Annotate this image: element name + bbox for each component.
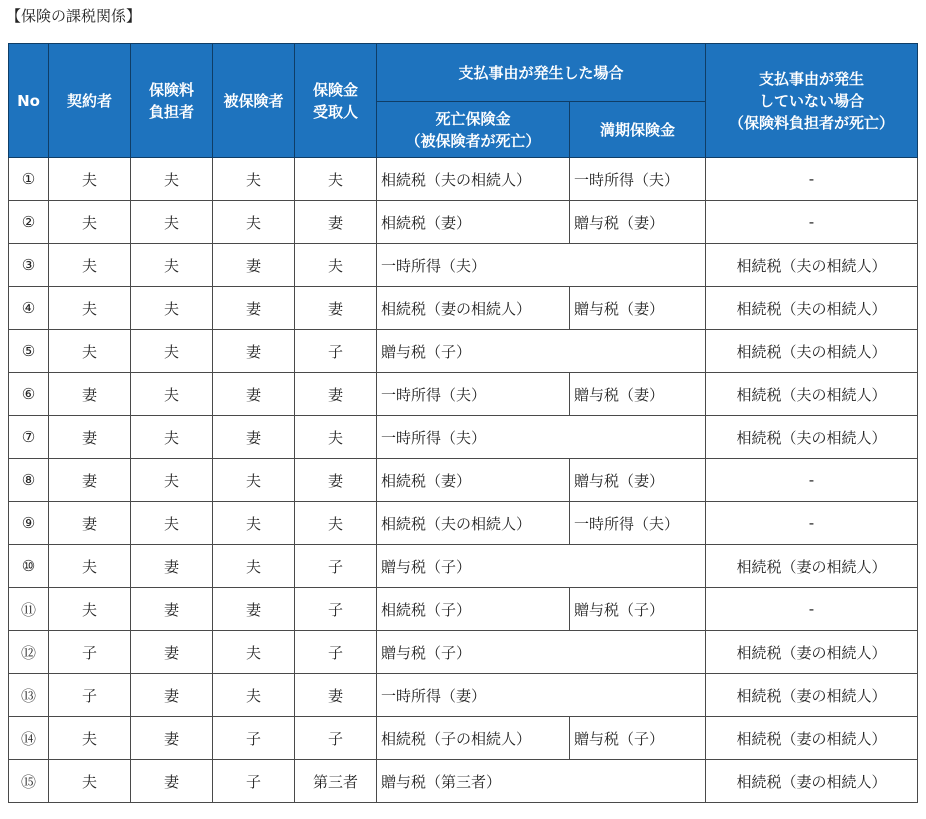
- cell-recipient: 夫: [295, 158, 377, 201]
- cell-death: 贈与税（子）: [377, 330, 706, 373]
- cell-recipient: 妻: [295, 459, 377, 502]
- cell-payer: 妻: [131, 588, 213, 631]
- cell-insured: 妻: [213, 588, 295, 631]
- cell-death: 一時所得（夫）: [377, 244, 706, 287]
- cell-death: 相続税（妻の相続人）: [377, 287, 570, 330]
- cell-death: 相続税（夫の相続人）: [377, 158, 570, 201]
- cell-contractor: 夫: [49, 588, 131, 631]
- cell-recipient: 妻: [295, 287, 377, 330]
- cell-no: ⑨: [9, 502, 49, 545]
- cell-maturity: 一時所得（夫）: [570, 502, 706, 545]
- cell-payer: 妻: [131, 717, 213, 760]
- header-not-occurred-line3: （保険料負担者が死亡）: [729, 113, 895, 132]
- cell-no: ⑬: [9, 674, 49, 717]
- header-occurred: 支払事由が発生した場合: [377, 44, 706, 102]
- table-row: [9, 416, 918, 459]
- cell-payer: 夫: [131, 201, 213, 244]
- cell-insured: 夫: [213, 674, 295, 717]
- cell-payer: 夫: [131, 502, 213, 545]
- cell-not-occurred: 相続税（妻の相続人）: [706, 631, 918, 674]
- table-row: [9, 631, 918, 674]
- cell-death: 贈与税（第三者）: [377, 760, 706, 803]
- cell-recipient: 夫: [295, 502, 377, 545]
- cell-payer: 夫: [131, 244, 213, 287]
- cell-recipient: 子: [295, 545, 377, 588]
- cell-contractor: 妻: [49, 502, 131, 545]
- header-payer: [131, 44, 213, 158]
- cell-insured: 夫: [213, 158, 295, 201]
- cell-contractor: 妻: [49, 416, 131, 459]
- cell-recipient: 夫: [295, 244, 377, 287]
- cell-maturity: 一時所得（夫）: [570, 158, 706, 201]
- header-death-line1: 死亡保険金: [435, 109, 511, 128]
- header-payer-line2: 負担者: [148, 102, 194, 121]
- table-row: [9, 760, 918, 803]
- cell-contractor: 夫: [49, 201, 131, 244]
- table-body: [9, 158, 918, 803]
- cell-no: ③: [9, 244, 49, 287]
- cell-no: ⑮: [9, 760, 49, 803]
- table-row: [9, 244, 918, 287]
- cell-no: ⑪: [9, 588, 49, 631]
- header-contractor: 契約者: [49, 44, 131, 158]
- cell-payer: 妻: [131, 545, 213, 588]
- cell-not-occurred: 相続税（夫の相続人）: [706, 330, 918, 373]
- cell-not-occurred: 相続税（夫の相続人）: [706, 373, 918, 416]
- cell-death: 相続税（妻）: [377, 459, 570, 502]
- cell-no: ②: [9, 201, 49, 244]
- cell-payer: 妻: [131, 631, 213, 674]
- header-not-occurred-line1: 支払事由が発生: [759, 69, 865, 88]
- cell-not-occurred: 相続税（夫の相続人）: [706, 287, 918, 330]
- header-payer-line1: 保険料: [148, 80, 194, 99]
- table-row: [9, 588, 918, 631]
- table-row: [9, 201, 918, 244]
- header-recipient-line1: 保険金: [312, 80, 358, 99]
- cell-maturity: 贈与税（子）: [570, 588, 706, 631]
- cell-insured: 子: [213, 717, 295, 760]
- cell-payer: 夫: [131, 330, 213, 373]
- cell-death: 相続税（夫の相続人）: [377, 502, 570, 545]
- cell-no: ⑦: [9, 416, 49, 459]
- table-row: [9, 545, 918, 588]
- cell-death: 一時所得（夫）: [377, 373, 570, 416]
- cell-insured: 夫: [213, 631, 295, 674]
- cell-contractor: 夫: [49, 158, 131, 201]
- header-maturity: 満期保険金: [570, 102, 706, 158]
- cell-recipient: 子: [295, 588, 377, 631]
- cell-not-occurred: -: [706, 588, 918, 631]
- cell-not-occurred: 相続税（妻の相続人）: [706, 760, 918, 803]
- cell-no: ①: [9, 158, 49, 201]
- cell-maturity: 贈与税（子）: [570, 717, 706, 760]
- cell-not-occurred: -: [706, 502, 918, 545]
- cell-recipient: 妻: [295, 201, 377, 244]
- cell-insured: 夫: [213, 545, 295, 588]
- cell-payer: 夫: [131, 287, 213, 330]
- cell-contractor: 子: [49, 631, 131, 674]
- cell-insured: 妻: [213, 330, 295, 373]
- cell-insured: 子: [213, 760, 295, 803]
- cell-not-occurred: 相続税（妻の相続人）: [706, 545, 918, 588]
- header-not-occurred-line2: していない場合: [759, 91, 865, 110]
- cell-insured: 妻: [213, 244, 295, 287]
- cell-not-occurred: 相続税（夫の相続人）: [706, 244, 918, 287]
- table-row: [9, 287, 918, 330]
- cell-insured: 妻: [213, 416, 295, 459]
- cell-contractor: 夫: [49, 244, 131, 287]
- page-title: 【保険の課税関係】: [6, 7, 142, 25]
- cell-insured: 妻: [213, 373, 295, 416]
- cell-recipient: 子: [295, 330, 377, 373]
- cell-death: 一時所得（夫）: [377, 416, 706, 459]
- header-insured: 被保険者: [213, 44, 295, 158]
- cell-insured: 妻: [213, 287, 295, 330]
- cell-recipient: 第三者: [295, 760, 377, 803]
- cell-maturity: 贈与税（妻）: [570, 459, 706, 502]
- cell-payer: 妻: [131, 674, 213, 717]
- cell-contractor: 夫: [49, 545, 131, 588]
- cell-no: ⑥: [9, 373, 49, 416]
- cell-not-occurred: -: [706, 201, 918, 244]
- header-not-occurred: [706, 44, 918, 158]
- cell-contractor: 妻: [49, 373, 131, 416]
- cell-insured: 夫: [213, 459, 295, 502]
- cell-recipient: 子: [295, 717, 377, 760]
- cell-no: ⑩: [9, 545, 49, 588]
- cell-contractor: 夫: [49, 287, 131, 330]
- cell-death: 相続税（子）: [377, 588, 570, 631]
- header-recipient-line2: 受取人: [312, 102, 358, 121]
- cell-no: ⑭: [9, 717, 49, 760]
- insurance-tax-table: [8, 43, 918, 803]
- cell-not-occurred: 相続税（妻の相続人）: [706, 717, 918, 760]
- cell-death: 贈与税（子）: [377, 631, 706, 674]
- cell-insured: 夫: [213, 201, 295, 244]
- cell-payer: 夫: [131, 416, 213, 459]
- header-death-line2: （被保険者が死亡）: [405, 131, 541, 150]
- cell-payer: 夫: [131, 158, 213, 201]
- cell-payer: 夫: [131, 373, 213, 416]
- header-death: [377, 102, 570, 158]
- header-recipient: [295, 44, 377, 158]
- cell-payer: 妻: [131, 760, 213, 803]
- cell-recipient: 妻: [295, 373, 377, 416]
- cell-insured: 夫: [213, 502, 295, 545]
- table-row: [9, 502, 918, 545]
- cell-contractor: 妻: [49, 459, 131, 502]
- cell-recipient: 夫: [295, 416, 377, 459]
- cell-not-occurred: 相続税（夫の相続人）: [706, 416, 918, 459]
- cell-no: ⑫: [9, 631, 49, 674]
- cell-no: ④: [9, 287, 49, 330]
- cell-payer: 夫: [131, 459, 213, 502]
- table-row: [9, 330, 918, 373]
- table-row: [9, 373, 918, 416]
- cell-not-occurred: -: [706, 158, 918, 201]
- cell-not-occurred: -: [706, 459, 918, 502]
- cell-death: 相続税（妻）: [377, 201, 570, 244]
- cell-contractor: 夫: [49, 760, 131, 803]
- cell-contractor: 夫: [49, 330, 131, 373]
- table-row: [9, 674, 918, 717]
- cell-death: 相続税（子の相続人）: [377, 717, 570, 760]
- cell-not-occurred: 相続税（妻の相続人）: [706, 674, 918, 717]
- cell-death: 贈与税（子）: [377, 545, 706, 588]
- table-row: [9, 158, 918, 201]
- cell-contractor: 夫: [49, 717, 131, 760]
- cell-no: ⑧: [9, 459, 49, 502]
- cell-no: ⑤: [9, 330, 49, 373]
- cell-maturity: 贈与税（妻）: [570, 201, 706, 244]
- cell-maturity: 贈与税（妻）: [570, 373, 706, 416]
- cell-recipient: 妻: [295, 674, 377, 717]
- table-row: [9, 717, 918, 760]
- cell-contractor: 子: [49, 674, 131, 717]
- cell-maturity: 贈与税（妻）: [570, 287, 706, 330]
- header-no: No: [9, 44, 49, 158]
- cell-death: 一時所得（妻）: [377, 674, 706, 717]
- cell-recipient: 子: [295, 631, 377, 674]
- table-row: [9, 459, 918, 502]
